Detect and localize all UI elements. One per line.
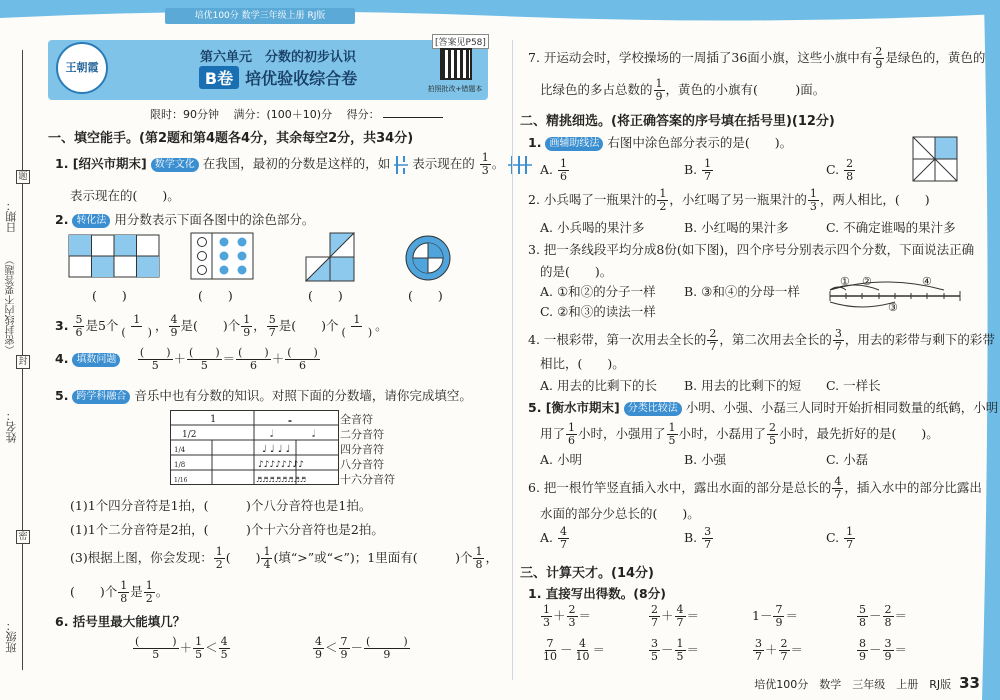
r-q6-line2: 水面的部分少总长的( )。 — [540, 506, 700, 521]
q5-sub3-a: (3)根据上图，你会发现： — [70, 550, 213, 565]
q1-line2: 表示现在的( )。 — [70, 188, 180, 203]
q2-text: 用分数表示下面各图中的涂色部分。 — [114, 212, 315, 227]
exam-meta — [150, 106, 443, 122]
r-q6-frac-1: $\frac{4}{7}$ — [834, 475, 842, 501]
r-q2-text-a: 2. 小兵喝了一瓶果汁的 — [528, 192, 657, 207]
page-footer — [754, 674, 980, 692]
calc-2[interactable]: $\frac{2}{7}$ ＋ $\frac{4}{7}$ ＝ — [651, 603, 700, 629]
r-q4-text-b: ，第二次用去全长的 — [719, 332, 832, 347]
q5-sub3-b: (填“>”或“<”)；1里面有( )个 — [273, 550, 473, 565]
r-q5-tag: 分类比较法 — [624, 402, 682, 416]
r-q3-mark-3: ③ — [888, 301, 898, 314]
seal-mark-3: 密 — [16, 530, 30, 544]
r-q2-opt-b[interactable]: B. 小红喝的果汁多 — [684, 220, 789, 235]
q3-text-c: 是( )个 — [278, 318, 339, 333]
q1-text-2: 表示现在的 — [412, 156, 475, 171]
unit-title: 第六单元 分数的初步认识 — [199, 50, 356, 65]
q3-frac-5: $\frac{5}{7}$ — [268, 313, 276, 339]
seal-note: （密封线内不要答题） — [6, 255, 17, 355]
q2-circle-figure — [404, 234, 452, 282]
r-q6-opt-b-label: B. — [684, 530, 698, 545]
qr-caption: 拍照批改+错题本 — [427, 85, 483, 93]
note-label-eighth: 八分音符 — [340, 458, 384, 471]
q1-source: 1. [绍兴市期末] — [55, 156, 147, 171]
score-blank[interactable] — [383, 117, 443, 118]
q4-number: 4. — [55, 351, 69, 366]
calc-4[interactable]: $\frac{5}{8}$ － $\frac{2}{8}$ ＝ — [859, 603, 908, 629]
q5-sub2: (1)1个二分音符是2拍，( )个十六分音符也是2拍。 — [70, 522, 384, 537]
seal-mark-2: 封 — [16, 355, 30, 369]
full-score: 满分：(100＋10)分 — [233, 108, 333, 121]
r-q2-frac-2: $\frac{1}{3}$ — [809, 187, 817, 213]
r-q4-text-a: 4. 一根彩带，第一次用去全长的 — [528, 332, 707, 347]
r-q5-source: 5. [衡水市期末] — [528, 400, 620, 415]
q7-frac-1: $\frac{2}{9}$ — [875, 45, 883, 71]
q2-answer-4[interactable]: ( ) — [408, 288, 443, 303]
q2-square-figure — [305, 232, 355, 282]
r-q3-mark-1: ① — [840, 275, 850, 288]
q1-fraction: $\frac{1}{3}$ — [481, 151, 489, 177]
r-q2-line — [528, 188, 930, 213]
q7-line2 — [540, 78, 825, 103]
q3-frac-2: $\frac{1}{( )}$ — [121, 313, 152, 339]
r-q3-opt-c[interactable]: C. ②和③的读法一样 — [540, 304, 656, 319]
svg-text:𝅗𝅥: 𝅗𝅥 — [270, 429, 274, 440]
r-q6-opt-a-frac: $\frac{4}{7}$ — [560, 525, 567, 551]
svg-text:1/8: 1/8 — [174, 461, 186, 469]
r-q6-text-a: 6. 把一根竹竿竖直插入水中，露出水面的部分是总长的 — [528, 480, 832, 495]
rod-numeral-icon — [394, 154, 408, 176]
r-q5-frac-3: $\frac{2}{5}$ — [769, 421, 777, 447]
r-q3-opt-b[interactable]: B. ③和④的分母一样 — [684, 284, 800, 299]
r-q5-opt-b[interactable]: B. 小强 — [684, 452, 727, 467]
q5-sub3: (3)根据上图，你会发现： $\frac{1}{2}$ ( ) $\frac{1}{4}$ (填“>”或“<”)；1里面有( )个 $\frac{1}{8}$ ， — [70, 545, 498, 571]
r-q1-opt-a[interactable] — [540, 158, 570, 183]
r-q4-opt-c[interactable]: C. 一样长 — [826, 378, 881, 393]
r-q5-line1 — [528, 398, 998, 416]
calc-1[interactable]: $\frac{1}{3}$ ＋ $\frac{2}{3}$ ＝ — [543, 603, 592, 629]
r-q4-frac-2: $\frac{3}{7}$ — [834, 327, 842, 353]
q2-answer-3[interactable]: ( ) — [308, 288, 343, 303]
r-q5-opt-a[interactable]: A. 小明 — [540, 452, 582, 467]
q5-text: 音乐中也有分数的知识。对照下面的分数墙，请你完成填空。 — [134, 388, 472, 403]
q3-text-a: 是5个 — [85, 318, 119, 333]
r-q5-opt-c[interactable]: C. 小磊 — [826, 452, 869, 467]
q4-frac-2[interactable]: $\frac{( )}{5}$ — [189, 346, 220, 372]
svg-text:♩ ♩ ♩ ♩: ♩ ♩ ♩ ♩ — [262, 444, 291, 455]
r-q6-opt-c-label: C. — [826, 530, 840, 545]
r-q6-opt-a[interactable] — [540, 526, 570, 551]
svg-text:1: 1 — [210, 414, 217, 425]
r-q2-text-b: ，小红喝了另一瓶果汁的 — [669, 192, 807, 207]
q3-line: 3. $\frac{5}{6}$ 是5个 $\frac{1}{( )}$ ， $\frac{4}{9}$ 是( )个 $\frac{1}{9}$ ， $\frac{5}{7}$ 是( )个 $\frac{1}{( )}$ 。 — [55, 313, 388, 339]
r-q3-line1: 3. 把一条线段平均分成8份(如下图)，四个序号分别表示四个分数，下面说法正确 — [528, 242, 975, 257]
r-q2-opt-c[interactable]: C. 不确定谁喝的果汁多 — [826, 220, 956, 235]
r-q1-opt-c-frac: $\frac{2}{8}$ — [846, 157, 854, 183]
calc-3[interactable]: 1－ $\frac{7}{9}$ ＝ — [752, 603, 798, 629]
q5-frac-eighth: $\frac{1}{8}$ — [475, 545, 483, 571]
r-q1-text: 右图中涂色部分表示的是( )。 — [607, 135, 793, 150]
calc-7[interactable]: $\frac{3}{7}$ ＋ $\frac{2}{7}$ ＝ — [755, 637, 804, 663]
q7-text-c: 比绿色的多占总数的 — [540, 82, 653, 97]
r-q3-mark-4: ④ — [922, 275, 932, 288]
series-ribbon: 培优100分 数学三年级上册 RJ版 — [165, 8, 355, 24]
page-number: 33 — [959, 674, 980, 692]
r-q2-opt-a[interactable]: A. 小兵喝的果汁多 — [540, 220, 645, 235]
r-q5-line2 — [540, 422, 939, 447]
q2-line — [55, 210, 314, 228]
music-fraction-wall — [170, 410, 340, 486]
q2-circles-figure — [190, 232, 254, 280]
q5-sub3-d: 是 — [130, 584, 143, 599]
q1-text: 在我国，最初的分数是这样的，如 — [202, 156, 391, 171]
r-q6-line1 — [528, 476, 982, 501]
q2-number: 2. — [55, 212, 69, 227]
q5-frac-eighth-2: $\frac{1}{8}$ — [120, 579, 128, 605]
r-q1-square-figure — [912, 136, 958, 182]
r-q1-opt-b-frac: $\frac{1}{7}$ — [704, 157, 712, 183]
score-field: 得分： — [346, 108, 380, 121]
q5-frac-half-2: $\frac{1}{2}$ — [145, 579, 153, 605]
r-q1-opt-b-label: B. — [684, 162, 698, 177]
r-q4-opt-b[interactable]: B. 用去的比剩下的短 — [684, 378, 802, 393]
r-q4-frac-1: $\frac{2}{7}$ — [709, 327, 717, 353]
paper-badge: B卷 — [199, 66, 239, 89]
r-q6-opt-a-label: A. — [540, 530, 554, 545]
q2-answer-1[interactable]: ( ) — [92, 288, 127, 303]
q6-blank-frac-1[interactable]: $\frac{( )}{5}$ — [135, 635, 177, 661]
r-q1-opt-a-frac: $\frac{1}{6}$ — [560, 157, 567, 183]
svg-text:𝅗𝅥: 𝅗𝅥 — [312, 429, 316, 440]
r-q5-text: 小明、小强、小磊三人同时开始折相同数量的纸鹤，小明 — [685, 400, 999, 415]
r-q6-opt-b-frac: $\frac{3}{7}$ — [704, 525, 712, 551]
r-q2-frac-1: $\frac{1}{2}$ — [659, 187, 667, 213]
q5-tag: 跨学科融合 — [72, 390, 130, 404]
r-q4-text-c: ，用去的彩带与剩下的彩带 — [844, 332, 995, 347]
q6-blank-frac-2[interactable]: $\frac{( )}{9}$ — [366, 635, 408, 661]
r-q2-text-c: ，两人相比，( ) — [819, 192, 930, 207]
r-q5-text-e: 小时，小磊用了 — [678, 426, 767, 441]
svg-text:♪♪♪♪♪♪♪♪: ♪♪♪♪♪♪♪♪ — [258, 460, 304, 470]
r-q5-frac-2: $\frac{1}{5}$ — [668, 421, 676, 447]
svg-text:1/4: 1/4 — [174, 446, 186, 454]
qr-code-icon[interactable] — [440, 48, 472, 80]
calc-5[interactable]: $\frac{7}{10}$ － $\frac{4}{10}$ ＝ — [543, 637, 606, 663]
svg-text:1/2: 1/2 — [182, 430, 197, 440]
section-1-title: 一、填空能手。(第2题和第4题各4分，其余每空2分，共34分) — [48, 131, 414, 146]
q7-frac-2: $\frac{1}{9}$ — [655, 77, 663, 103]
r-q3-opt-a[interactable]: A. ①和②的分子一样 — [540, 284, 656, 299]
r-q6-text-b: ，插入水中的部分比露出 — [844, 480, 982, 495]
note-label-quarter: 四分音符 — [340, 443, 384, 456]
svg-text:1/16: 1/16 — [174, 477, 188, 484]
q4-line: 4. 填数问题 $\frac{( )}{5}$ ＋ $\frac{( )}{5}$ ＝ $\frac{( )}{6}$ ＋ $\frac{( )}{6}$ — [55, 346, 318, 372]
r-q5-text-f: 小时，最先折好的是( )。 — [779, 426, 939, 441]
section-3-title: 三、计算天才。(14分) — [520, 566, 654, 581]
r-q5-text-c: 用了 — [540, 426, 566, 441]
q6-expr-2[interactable]: $\frac{4}{9}$ ＜ $\frac{7}{9}$ － $\frac{( )}{9}$ — [315, 635, 408, 661]
note-label-whole: 全音符 — [340, 413, 373, 426]
paper-title — [148, 66, 408, 89]
q3-frac-4: $\frac{1}{9}$ — [243, 313, 251, 339]
r-q1-opt-a-label: A. — [540, 162, 554, 177]
q5-sub3-c: ( )个 — [70, 584, 118, 599]
q6-frac-2: $\frac{4}{5}$ — [220, 635, 228, 661]
r-q3-line2: 的是( )。 — [540, 264, 613, 279]
r-q1-opt-c[interactable] — [826, 158, 856, 183]
note-label-half: 二分音符 — [340, 428, 384, 441]
q5-line — [55, 386, 472, 404]
time-limit: 限时：90分钟 — [150, 108, 219, 121]
q7-text-a: 7. 开运动会时，学校操场的一周插了36面小旗，这些小旗中有 — [528, 50, 873, 65]
r-q4-line2: 相比，( )。 — [540, 356, 625, 371]
q3-frac-1: $\frac{5}{6}$ — [75, 313, 83, 339]
q4-frac-1[interactable]: $\frac{( )}{5}$ — [139, 346, 171, 372]
date-label: 日期： — [5, 200, 18, 233]
svg-text:𝅝: 𝅝 — [288, 414, 292, 425]
name-label: 姓名： — [5, 410, 18, 443]
q1-line1: 1. [绍兴市期末] 数学文化 在我国，最初的分数是这样的，如 表示现在的 $\frac{1}{3}$ 。 — [55, 152, 534, 177]
column-divider — [512, 40, 513, 680]
q4-frac-3[interactable]: $\frac{( )}{6}$ — [238, 346, 269, 372]
q6-title: 6. 括号里最大能填几？ — [55, 614, 186, 629]
r-q5-frac-1: $\frac{1}{6}$ — [568, 421, 576, 447]
r-q1-opt-c-label: C. — [826, 162, 840, 177]
q5-sub1: (1)1个四分音符是1拍，( )个八分音符也是1拍。 — [70, 498, 372, 513]
footer-text: 培优100分 数学 三年级 上册 RJ版 — [754, 678, 952, 691]
answer-reference: [答案见P58] — [432, 34, 489, 49]
calc-title: 1. 直接写出得数。(8分) — [528, 586, 666, 601]
brand-logo — [56, 42, 108, 94]
calc-8[interactable]: $\frac{8}{9}$ － $\frac{3}{9}$ ＝ — [859, 637, 908, 663]
r-q6-opt-c[interactable] — [826, 526, 856, 551]
q3-number: 3. — [55, 318, 69, 333]
q5-number: 5. — [55, 388, 69, 403]
r-q1-opt-b[interactable] — [684, 158, 714, 183]
q5-frac-quarter: $\frac{1}{4}$ — [263, 545, 271, 571]
q1-tag: 数学文化 — [151, 158, 199, 172]
r-q3-mark-2: ② — [862, 275, 872, 288]
q6-frac-3: $\frac{4}{9}$ — [315, 635, 322, 661]
q7-text-d: ，黄色的小旗有( )面。 — [665, 82, 826, 97]
q7-line1 — [528, 46, 985, 71]
q6-expr-1[interactable]: $\frac{( )}{5}$ ＋ $\frac{1}{5}$ ＜ $\frac{4}{5}$ — [135, 635, 228, 661]
q7-text-b: 是绿色的，黄色的 — [885, 50, 986, 65]
paper-title-text: 培优验收综合卷 — [245, 69, 358, 88]
r-q1-tag: 画辅助线法 — [545, 137, 603, 151]
seal-mark-1: 题 — [16, 170, 30, 184]
calc-6[interactable]: $\frac{3}{5}$ － $\frac{1}{5}$ ＝ — [651, 637, 700, 663]
section-2-title: 二、精挑细选。(将正确答案的序号填在括号里)(12分) — [520, 114, 835, 129]
binding-strip — [0, 40, 42, 680]
q2-answer-2[interactable]: ( ) — [198, 288, 233, 303]
class-label: 班级： — [5, 620, 18, 653]
q5-sub3-line2: ( )个 $\frac{1}{8}$ 是 $\frac{1}{2}$ 。 — [70, 579, 169, 605]
r-q5-text-d: 小时，小强用了 — [578, 426, 666, 441]
q4-tag: 填数问题 — [72, 353, 120, 367]
q3-text-b: 是( )个 — [180, 318, 241, 333]
r-q4-line1 — [528, 328, 995, 353]
q2-grid-figure — [68, 234, 160, 278]
top-wave-decoration — [0, 0, 1000, 30]
q6-frac-4: $\frac{7}{9}$ — [340, 635, 348, 661]
logo-text: 王朝霞 — [65, 61, 99, 74]
q5-frac-half: $\frac{1}{2}$ — [215, 545, 223, 571]
r-q6-opt-b[interactable] — [684, 526, 714, 551]
svg-text:♬♬♬♬♬♬♬♬: ♬♬♬♬♬♬♬♬ — [256, 476, 307, 484]
q2-tag: 转化法 — [72, 214, 110, 228]
q3-frac-6: $\frac{1}{( )}$ — [341, 313, 373, 339]
r-q4-opt-a[interactable]: A. 用去的比剩下的长 — [540, 378, 657, 393]
q6-frac-1: $\frac{1}{5}$ — [195, 635, 203, 661]
r-q6-opt-c-frac: $\frac{1}{7}$ — [846, 525, 854, 551]
r-q1-line — [528, 133, 792, 151]
r-q1-number: 1. — [528, 135, 542, 150]
q3-frac-3: $\frac{4}{9}$ — [170, 313, 178, 339]
note-label-sixteenth: 十六分音符 — [340, 473, 395, 486]
q4-frac-4[interactable]: $\frac{( )}{6}$ — [287, 346, 318, 372]
